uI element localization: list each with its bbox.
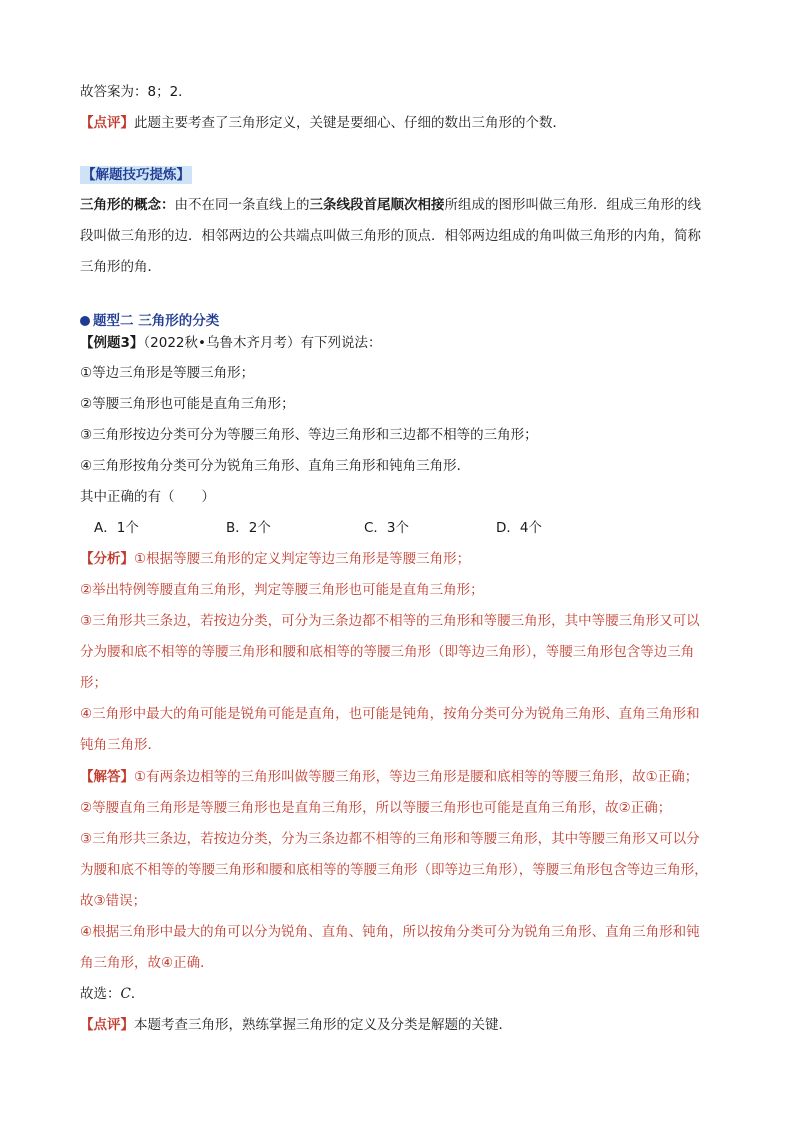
section-title — [80, 311, 219, 331]
tips-line-1-bold: 三条线段首尾顺次相接 — [309, 197, 445, 213]
tips-heading-wrap — [80, 165, 192, 185]
example-source: （2022秋•乌鲁木齐月考）有下列说法： — [143, 335, 382, 351]
comment-1 — [80, 113, 566, 133]
tips-line-1 — [80, 195, 701, 215]
tips-heading: 【解题技巧提炼】 — [82, 167, 190, 183]
tips-term: 三角形的概念： — [80, 197, 175, 213]
solution-text-1: ①有两条边相等的三角形叫做等腰三角形，等边三角形是腰和底相等的等腰三角形，故①正确； — [134, 769, 699, 785]
analysis-tag: 【分析】 — [80, 551, 134, 567]
comment-2-text: 本题考查三角形，熟练掌握三角形的定义及分类是解题的关键． — [134, 1017, 512, 1033]
solution-line-1 — [80, 767, 698, 787]
option-d: D．4个 — [496, 520, 542, 536]
tips-line-1-a: 由不在同一条直线上的 — [174, 197, 310, 213]
solution-line-2: ②等腰直角三角形是等腰三角形也是直角三角形，所以等腰三角形也可能是直角三角形，故②正确； — [80, 800, 672, 816]
analysis-line-6: ④三角形中最大的角可能是锐角可能是直角，也可能是钝角，按角分类可分为锐角三角形、直角三角形和 — [80, 706, 700, 722]
solution-line-3: ③三角形共三条边，若按边分类，分为三条边都不相等的三角形和等腰三角形，其中等腰三角形又可以分 — [80, 831, 700, 847]
option-a: A．1个 — [94, 520, 139, 536]
choice-letter: C — [120, 986, 131, 1002]
statement-4: ④三角形按角分类可分为锐角三角形、直角三角形和钝角三角形． — [80, 458, 471, 474]
tips-line-3: 三角形的角． — [80, 259, 161, 275]
analysis-line-3: ③三角形共三条边，若按边分类，可分为三条边都不相等的三角形和等腰三角形，其中等腰三角形又可以 — [80, 613, 700, 629]
solution-line-7: 角三角形，故④正确． — [80, 955, 214, 971]
analysis-line-4: 分为腰和底不相等的等腰三角形和腰和底相等的等腰三角形（即等边三角形），等腰三角形包含等边三角 — [80, 644, 695, 660]
analysis-line-1 — [80, 549, 470, 569]
analysis-line-7: 钝角三角形． — [80, 737, 161, 753]
section-title-text: 题型二 三角形的分类 — [93, 313, 220, 329]
tips-line-1-b: 所组成的图形叫做三角形．组成三角形的线 — [444, 197, 701, 213]
statement-1: ①等边三角形是等腰三角形； — [80, 365, 255, 381]
bullet-icon — [80, 316, 90, 326]
solution-tag: 【解答】 — [80, 769, 134, 785]
choice-prefix: 故选： — [80, 986, 121, 1002]
question-line: 其中正确的有（ ） — [80, 489, 215, 505]
analysis-text-1: ①根据等腰三角形的定义判定等边三角形是等腰三角形； — [134, 551, 471, 567]
solution-line-6: ④根据三角形中最大的角可以分为锐角、直角、钝角，所以按角分类可分为锐角三角形、直角三角形和钝 — [80, 924, 700, 940]
example-label: 【例题3】 — [80, 335, 144, 351]
solution-line-4: 为腰和底不相等的等腰三角形和腰和底相等的等腰三角形（即等边三角形），等腰三角形包含等边三角形， — [80, 862, 708, 878]
analysis-line-2: ②举出特例等腰直角三角形，判定等腰三角形也可能是直角三角形； — [80, 582, 484, 598]
comment-2-tag: 【点评】 — [80, 1017, 134, 1033]
comment-1-tag: 【点评】 — [80, 115, 134, 131]
statement-3: ③三角形按边分类可分为等腰三角形、等边三角形和三边都不相等的三角形； — [80, 427, 538, 443]
choice-suffix: ． — [130, 986, 145, 1002]
answer-line: 故答案为：8；2． — [80, 84, 192, 100]
analysis-line-5: 形； — [80, 675, 107, 691]
comment-1-text: 此题主要考查了三角形定义，关键是要细心、仔细的数出三角形的个数． — [134, 115, 566, 131]
tips-line-2: 段叫做三角形的边．相邻两边的公共端点叫做三角形的顶点．相邻两边组成的角叫做三角形的内角，简称 — [80, 228, 701, 244]
option-c: C．3个 — [364, 520, 410, 536]
solution-line-5: 故③错误； — [80, 893, 147, 909]
choice-line — [80, 984, 144, 1004]
comment-2 — [80, 1015, 512, 1035]
option-b: B．2个 — [226, 520, 271, 536]
statement-2: ②等腰三角形也可能是直角三角形； — [80, 396, 295, 412]
example-header — [80, 333, 381, 353]
